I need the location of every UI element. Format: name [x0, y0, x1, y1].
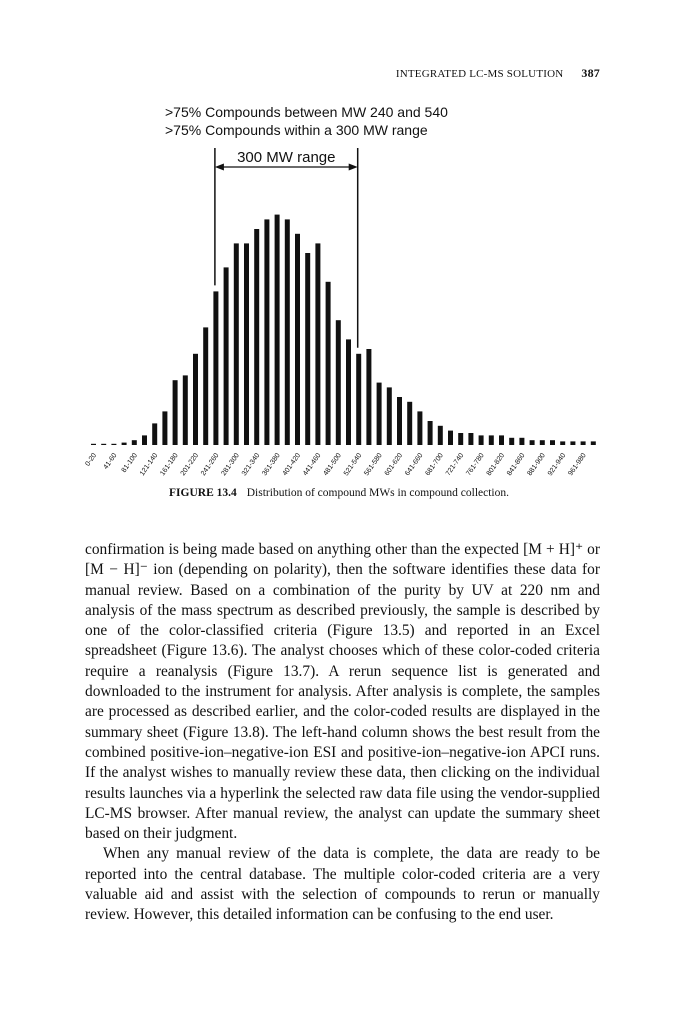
bar-701-720	[448, 431, 453, 445]
bar-441-460	[315, 243, 320, 445]
bar-961-980	[581, 441, 586, 445]
bar-901-920	[550, 440, 555, 445]
tick-label-641-660: 641-660	[404, 452, 425, 478]
bar-301-320	[244, 243, 249, 445]
bar-321-340	[254, 229, 259, 445]
bar-721-740	[458, 433, 463, 445]
bar-561-580	[377, 383, 382, 445]
bar-521-540	[356, 354, 361, 445]
chart-title-line-1: >75% Compounds between MW 240 and 540	[165, 104, 448, 120]
bar-621-640	[407, 402, 412, 445]
tick-label-761-780: 761-780	[465, 452, 486, 478]
bar-841-860	[519, 438, 524, 445]
tick-label-681-700: 681-700	[424, 452, 445, 478]
body-text	[85, 540, 600, 926]
tick-label-401-420: 401-420	[281, 452, 303, 478]
bar-21-40	[101, 444, 106, 445]
bar-641-660	[417, 411, 422, 445]
bar-281-300	[234, 243, 239, 445]
bar-601-620	[397, 397, 402, 445]
tick-label-561-580: 561-580	[363, 452, 384, 478]
chart-title-line-2: >75% Compounds within a 300 MW range	[165, 122, 428, 138]
bar-921-940	[560, 441, 565, 445]
figure-caption	[0, 487, 678, 499]
bar-661-680	[428, 421, 433, 445]
tick-label-921-940: 921-940	[546, 452, 568, 478]
bar-121-140	[152, 423, 157, 445]
bar-941-960	[570, 441, 575, 445]
tick-label-241-260: 241-260	[200, 452, 221, 478]
range-label: 300 MW range	[237, 149, 336, 166]
bar-361-380	[275, 215, 280, 445]
bar-141-160	[162, 411, 167, 445]
bar-981-1000	[591, 441, 596, 445]
bar-161-180	[173, 380, 178, 445]
bar-741-760	[468, 433, 473, 445]
mw-distribution-chart	[0, 95, 678, 480]
tick-label-841-860: 841-860	[506, 452, 527, 478]
bar-181-200	[183, 375, 188, 445]
paragraph-2: When any manual review of the data is complete, the data are ready to be reported into the central database. The multiple color-coded criteria are a very valuable aid and assist with the selection of compounds to rerun or manually review. However, this detailed information can be confusing to the end user.	[85, 845, 600, 924]
tick-label-481-500: 481-500	[322, 452, 343, 478]
bar-241-260	[213, 291, 218, 445]
paragraph-1: confirmation is being made based on anything other than the expected [M + H]⁺ or [M − H]⁻ ion (depending on polarity), then the software identifies these data for manual review. Based on a combination of the purity by UV at 220 nm and analysis of the mass spectrum as described previously, the sample is described by one of the color-classified criteria (Figure 13.5) and reported in an Excel spreadsheet (Figure 13.6). The analyst chooses which of these color-coded criteria require a reanalysis (Figure 13.7). A rerun sequence list is generated and downloaded to the instrument for analysis. After analysis is complete, the samples are processed as described earlier, and the color-coded results are displayed in the summary sheet (Figure 13.8). The left-hand column shows the best result from the combined positive-ion–negative-ion ESI and positive-ion–negative-ion APCI runs. If the analyst wishes to manually review these data, then clicking on the individual results launches via a hyperlink the selected raw data file using the vendor-supplied LC-MS browser. After manual review, the analyst can update the summary sheet based on their judgment.	[85, 541, 600, 843]
bar-201-220	[193, 354, 198, 445]
tick-label-201-220: 201-220	[179, 452, 201, 478]
bar-781-800	[489, 435, 494, 445]
tick-label-0-20: 0-20	[84, 452, 99, 468]
tick-label-81-100: 81-100	[120, 452, 139, 475]
bar-341-360	[264, 219, 269, 445]
tick-label-721-740: 721-740	[444, 452, 466, 478]
figure-label: FIGURE 13.4	[169, 487, 237, 499]
bar-261-280	[224, 267, 229, 445]
bar-61-80	[122, 443, 127, 445]
tick-label-121-140: 121-140	[138, 452, 160, 478]
bar-81-100	[132, 440, 137, 445]
bar-821-840	[509, 438, 514, 445]
bar-series	[91, 215, 596, 445]
bar-41-60	[111, 444, 116, 445]
bar-101-120	[142, 435, 147, 445]
page-number: 387	[581, 66, 600, 80]
tick-label-161-180: 161-180	[159, 452, 180, 478]
bar-541-560	[366, 349, 371, 445]
bar-881-900	[540, 440, 545, 445]
bar-461-480	[326, 282, 331, 445]
tick-label-881-900: 881-900	[526, 452, 547, 478]
running-head: INTEGRATED LC-MS SOLUTION	[395, 68, 564, 80]
range-arrowhead-left	[215, 164, 224, 171]
bar-481-500	[336, 320, 341, 445]
tick-label-521-540: 521-540	[342, 452, 364, 478]
x-tick-labels	[84, 452, 587, 477]
bar-801-820	[499, 435, 504, 445]
bar-581-600	[387, 387, 392, 445]
page-header	[0, 66, 600, 81]
bar-761-780	[479, 435, 484, 445]
bar-401-420	[295, 234, 300, 445]
bar-501-520	[346, 339, 351, 445]
tick-label-321-340: 321-340	[240, 452, 262, 478]
bar-681-700	[438, 426, 443, 445]
tick-label-281-300: 281-300	[220, 452, 241, 478]
bar-421-440	[305, 253, 310, 445]
tick-label-441-460: 441-460	[302, 452, 323, 478]
figure-caption-text: Distribution of compound MWs in compound collection.	[246, 487, 509, 499]
tick-label-361-380: 361-380	[261, 452, 282, 478]
tick-label-961-980: 961-980	[567, 452, 588, 478]
bar-0-20	[91, 444, 96, 445]
range-arrowhead-right	[349, 164, 358, 171]
tick-label-41-60: 41-60	[102, 452, 119, 471]
tick-label-601-620: 601-620	[383, 452, 405, 478]
bar-381-400	[285, 219, 290, 445]
tick-label-801-820: 801-820	[485, 452, 507, 478]
bar-861-880	[530, 440, 535, 445]
bar-221-240	[203, 327, 208, 445]
